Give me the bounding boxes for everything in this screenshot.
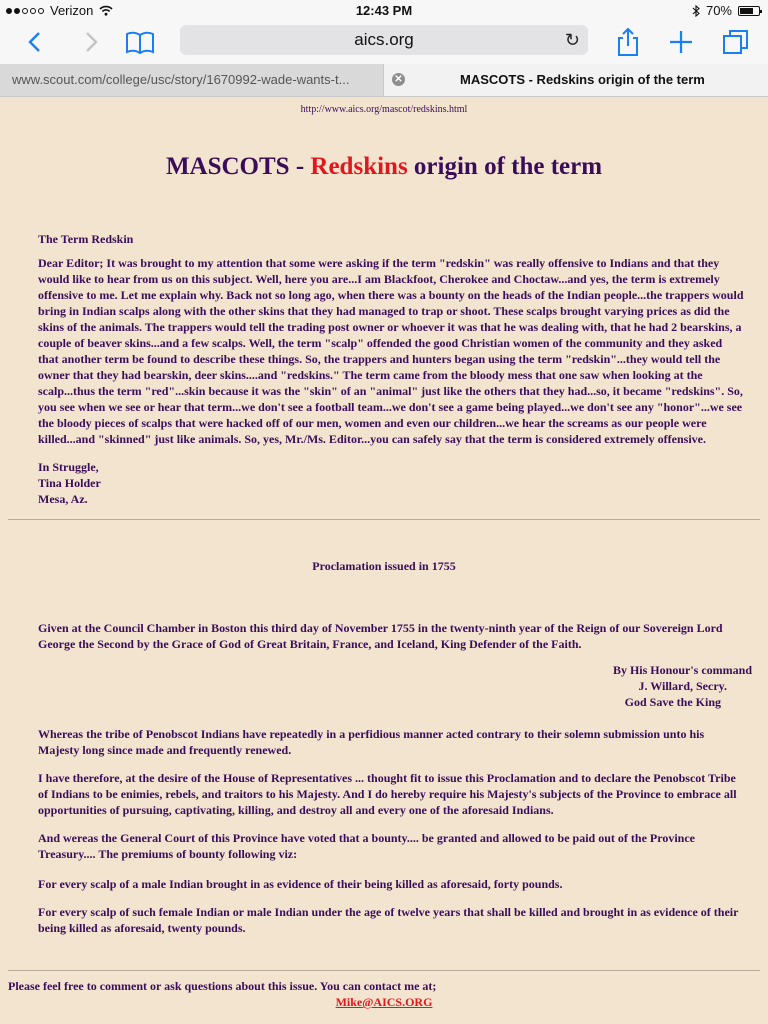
section-heading: The Term Redskin: [38, 232, 134, 246]
browser-toolbar: [0, 22, 768, 64]
tab-label: www.scout.com/college/usc/story/1670992-wade-wants-t...: [12, 72, 350, 87]
tab-label: MASCOTS - Redskins origin of the term: [460, 72, 705, 87]
new-tab-icon[interactable]: [665, 26, 697, 58]
title-red: Redskins: [310, 153, 408, 180]
title-part1: MASCOTS -: [165, 153, 311, 180]
given-at-paragraph: Given at the Council Chamber in Boston this third day of November 1755 in the twenty-ninth year of the Reign of our Sovereign Lord George the Second by the Grace of God of Great Britain, France, and Iceland, King Defender of the Faith.: [38, 621, 723, 651]
signoff-line: Tina Holder: [38, 476, 101, 490]
bluetooth-icon: [692, 5, 700, 17]
divider: [8, 519, 760, 520]
contact-email-link[interactable]: Mike@AICS.ORG: [335, 995, 433, 1009]
proclamation-heading: Proclamation issued in 1755: [312, 559, 456, 573]
back-icon[interactable]: [20, 26, 52, 58]
whereas-paragraph: Whereas the tribe of Penobscot Indians have repeatedly in a perfidious manner acted contrary to their solemn submission unto his Majesty long since made and frequently renewed.: [38, 727, 705, 757]
tab-mascots[interactable]: [384, 64, 768, 96]
general-court-paragraph: And wereas the General Court of this Province have voted that a bounty.... be granted and allowed to be paid out of the Province Treasury.... The premiums of bounty following viz:: [38, 831, 695, 861]
address-bar[interactable]: [180, 25, 588, 55]
status-bar: [0, 0, 768, 22]
signoff-line: In Struggle,: [38, 460, 99, 474]
have-therefore-paragraph: I have therefore, at the desire of the House of Representatives ... thought fit to issue this Proclamation and to declare the Penobscot Tribe of Indians to be enimies, rebels, and traitors to his Majesty. And I do hereby require his Majesty's subjects of the Province to embrace all opportunities of pursuing, captivating, killing, and destroy all and every one of the aforesaid Indians.: [38, 771, 737, 817]
command-line: By His Honour's command: [612, 663, 752, 677]
close-icon[interactable]: ✕: [392, 73, 405, 86]
bookmarks-icon[interactable]: [124, 26, 156, 58]
tab-scout[interactable]: [0, 64, 384, 96]
command-line: J. Willard, Secry.: [638, 679, 727, 693]
reload-icon[interactable]: ↻: [564, 30, 580, 50]
clock: 12:43 PM: [355, 3, 413, 18]
battery-icon: [738, 6, 760, 16]
title-part2: origin of the term: [407, 153, 603, 180]
letter-paragraph: Dear Editor; It was brought to my attention that some were asking if the term "redskin" was really offensive to Indians and that they would like to hear from us on this subject. Well, here you are...I am Blackfoot, Cherokee and Choctaw...and yes, the term is extremely offensive to me. Let me explain why. Back not so long ago, when there was a bounty on the heads of the Indian people...the trappers would bring in Indian scalps along with the other skins that they had managed to trap or shoot. These scalps brought varying prices as did the skins of the animals. The trappers would tell the trading post owner or whoever it was that he was dealing with, that he had 2 bearskins, a couple of beaver skins...and a few scalps. Well, the term "scalp" offended the good Christian women of the community and they asked that another term be found to describe these things. So, the trappers and hunters began using the term "redskin"...they would tell the owner that they had bearskin, deer skins....and "redskins." The term came from the bloody mess that one saw when looking at the scalp...thus the term "red"...skin because it was the "skin" of an "animal" just like the others that they had...so, it became "redskins". So, you see when we see or hear that term...we don't see a football team...we don't see a game being played...we don't see any "honor"...we see the bloody pieces of scalps that were hacked off of our men, women and even our children...we hear the screams as our people were killed...and "skinned" just like animals. So, yes, Mr./Ms. Editor...you can safely say that the term is considered extremely offensive.: [38, 256, 744, 446]
signoff-line: Mesa, Az.: [38, 492, 88, 506]
footer-text: Please feel free to comment or ask questions about this issue. You can contact me at;: [8, 979, 437, 993]
page-url: http://www.aics.org/mascot/redskins.html: [300, 104, 468, 115]
battery-percent: 70%: [705, 3, 732, 18]
tabs-overview-icon[interactable]: [720, 26, 752, 58]
page-title: [0, 153, 768, 181]
command-block: [0, 662, 752, 710]
command-line: God Save the King: [624, 695, 721, 709]
signoff: [38, 459, 744, 507]
forward-icon[interactable]: [74, 26, 106, 58]
address-bar-url: aics.org: [354, 30, 414, 49]
female-scalp-paragraph: For every scalp of such female Indian or male Indian under the age of twelve years that shall be killed and brought in as evidence of their being killed as aforesaid, twenty pounds.: [38, 905, 739, 935]
tab-bar: [0, 64, 768, 97]
male-scalp-paragraph: For every scalp of a male Indian brought in as evidence of their being killed as aforesaid, forty pounds.: [38, 877, 563, 891]
page-content: [0, 97, 768, 1024]
carrier-label: Verizon: [50, 3, 94, 18]
divider: [8, 970, 760, 971]
share-icon[interactable]: [612, 26, 644, 58]
